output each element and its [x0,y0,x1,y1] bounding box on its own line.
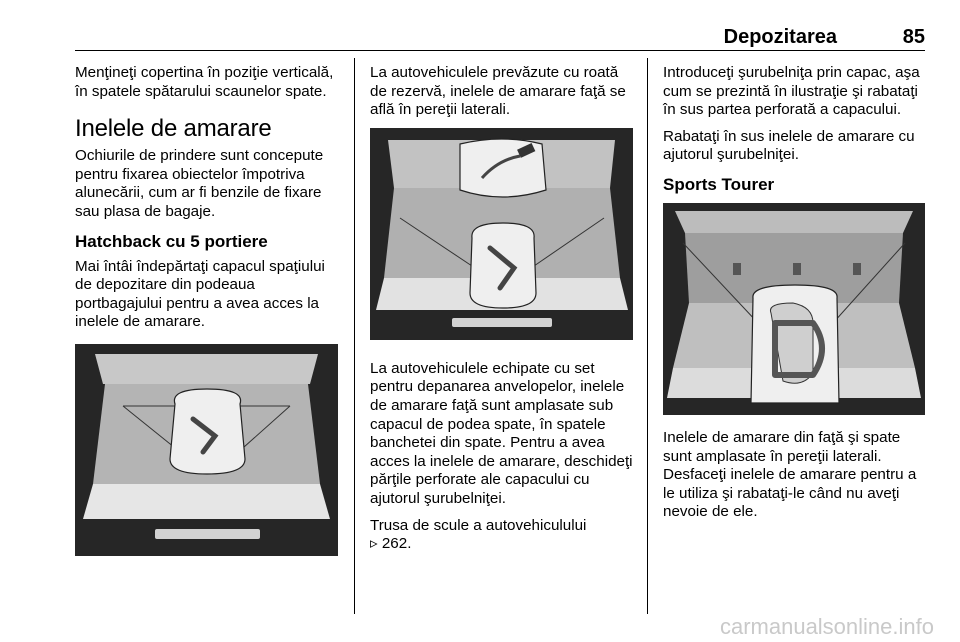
paragraph-sports-tourer-eyes: Inelele de amarare din faţă şi spate sunt amplasate în pereţii laterali. Desfaceţi inelele de amarare pentru a le utiliza şi rabataţi-le când nu aveţi nevoie de ele. [663,428,917,521]
page-number: 85 [902,26,925,48]
paragraph-tire-repair-kit: La autovehiculele echipate cu set pentru depanarea anvelopelor, inelele de amarare faţă sunt amplasate sub capacul de podea spate, în spatele banchetei din spate. Pentru a avea acces la inelele de amarare, deschideţi părţile perforate ale capacului cu ajutorul şurubelniţei. [370,359,633,507]
figure-sports-tourer-trunk [663,203,925,415]
column-1 [75,64,343,568]
page-header [75,26,925,48]
header-rule [75,50,925,51]
column-divider-1 [354,58,355,614]
figure-hatchback-trunk [75,344,338,556]
watermark: carmanualsonline.info [719,614,934,639]
paragraph-hatchback: Mai întâi îndepărtaţi capacul spaţiului de depozitare din podeaua portbagajului pentru a avea acces la inelele de amarare. [75,257,325,331]
paragraph-insert-screwdriver: Introduceţi şurubelniţa prin capac, aşa cum se prezintă în ilustraţie şi rabataţi în sus partea perforată a capacului. [663,64,920,119]
tool-kit-page-link[interactable]: 262. [381,535,412,553]
figure-trunk-screwdriver [370,128,633,340]
section-title: Depozitarea [723,26,837,48]
tool-kit-label: Trusa de scule a autovehiculului [370,516,587,534]
heading-sports-tourer: Sports Tourer [663,174,775,194]
paragraph-lashing-purpose: Ochiurile de prindere sunt concepute pentru fixarea obiectelor împotriva alunecării, cum ar fi benzile de fixare sau plasa de bagaje. [75,147,324,220]
column-3 [663,64,927,530]
paragraph-cover: Menţineţi copertina în poziţie verticală, în spatele spătarului scaunelor spate. [75,64,334,100]
paragraph-spare-wheel: La autovehiculele prevăzute cu roată de rezervă, inelele de amarare faţă se află în pereţii laterali. [370,64,626,119]
column-divider-2 [647,58,648,614]
paragraph-tool-kit-ref [370,517,636,554]
paragraph-fold-up-eyes: Rabataţi în sus inelele de amarare cu ajutorul şurubelniţei. [663,127,915,164]
column-2 [370,64,636,562]
page-reference-arrow-icon: ▹ [370,535,378,553]
heading-lashing-eyes: Inelele de amarare [75,115,272,143]
heading-hatchback: Hatchback cu 5 portiere [75,231,268,251]
